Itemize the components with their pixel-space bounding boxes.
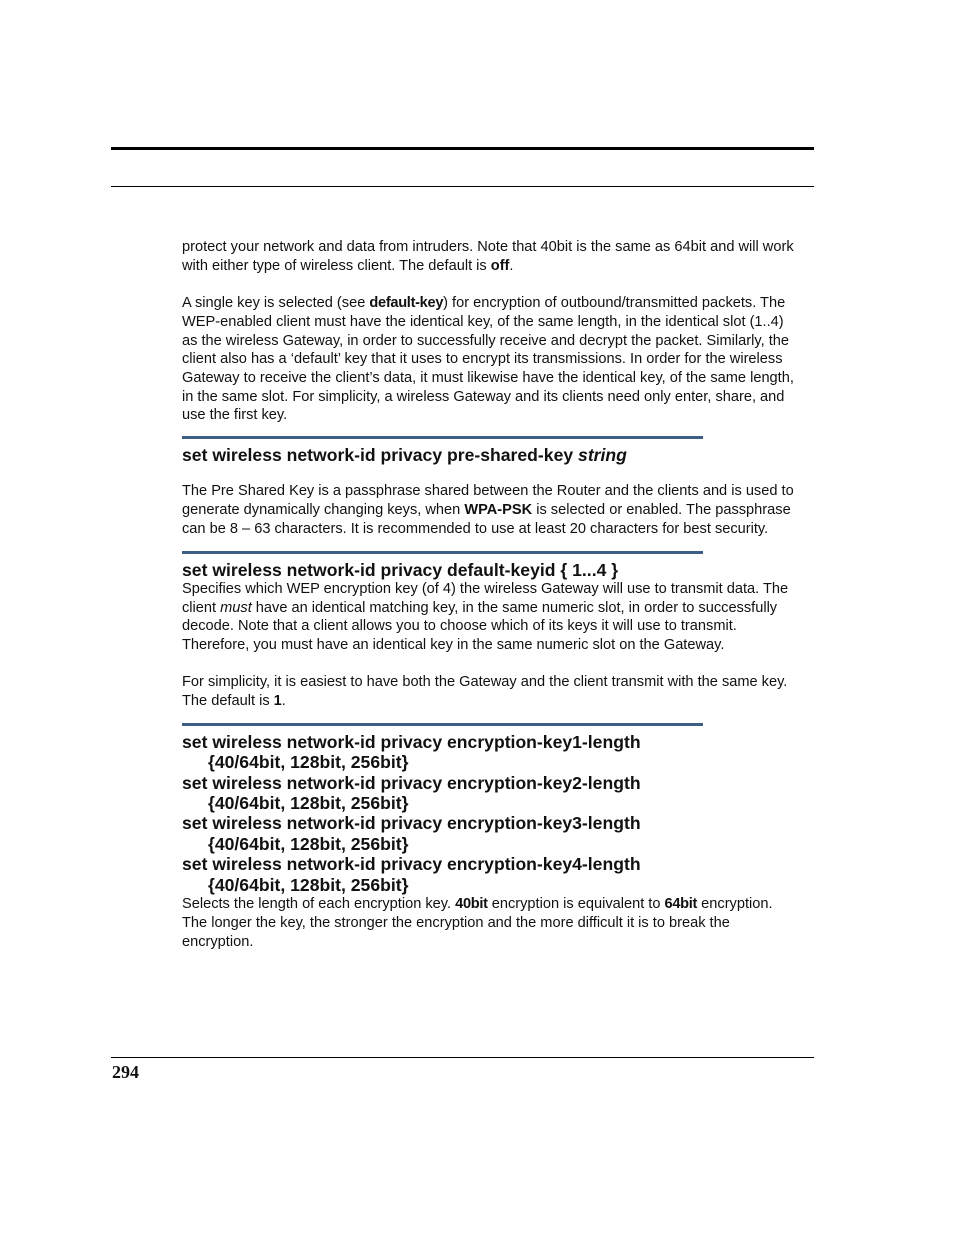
heading-key3-length: set wireless network-id privacy encryption-key3-length {40/64bit, 128bit, 256bit} <box>182 813 641 854</box>
emphasis-must: must <box>220 599 252 616</box>
key-length-paragraph: Selects the length of each encryption key. 40bit encryption is equivalent to 64bit encryption. The longer the key, the stronger the encryption and the more difficult it is to break the encryption. <box>182 896 773 950</box>
heading-default-keyid: set wireless network-id privacy default-keyid { 1...4 } <box>182 559 619 580</box>
psk-paragraph: The Pre Shared Key is a passphrase shared between the Router and the clients and is used to generate dynamically changing keys, when WPA-PSK is selected or enabled. The passphrase can be 8 – 63 characters. It is recommended to use at least 20 characters for best security. <box>182 483 794 537</box>
header-rule-thin <box>111 186 814 187</box>
keyid-paragraph-1: Specifies which WEP encryption key (of 4) the wireless Gateway will use to transmit data. The client must have an identical matching key, in the same numeric slot, in order to successfully decode. Note that a client allows you to choose which of its keys it will use to transmit. Therefore, you must have an identical key in the same numeric slot on the Gateway. <box>182 580 789 654</box>
heading-pre-shared-key: set wireless network-id privacy pre-shared-key string <box>182 445 627 466</box>
section-divider-keyid <box>182 551 703 554</box>
keyword-wpa-psk: WPA-PSK <box>464 502 533 519</box>
intro-paragraph-2: A single key is selected (see default-key) for encryption of outbound/transmitted packets. The WEP-enabled client must have the identical key, of the same length, in the identical slot (1..4) as the wireless Gateway, in order to successfully receive and decrypt the packet. Similarly, the client also has a ‘default’ key that it uses to encrypt its transmissions. In order for the wireless Gateway to receive the client’s data, it must likewise have the identical key, of the same length, in the same slot. For simplicity, a wireless Gateway and its clients need only enter, share, and use the first key. <box>182 295 794 424</box>
keyword-default-key: default-key <box>369 295 444 312</box>
page-number: 294 <box>112 1062 139 1082</box>
section-divider-key-length <box>182 723 703 726</box>
default-value-1: 1 <box>273 693 282 710</box>
default-value-off: off <box>490 257 510 274</box>
heading-argument-string: string <box>578 445 627 466</box>
footer-rule <box>111 1057 814 1058</box>
key-length-headings <box>182 732 798 895</box>
section-divider-psk <box>182 436 703 439</box>
header-rule-thick <box>111 147 814 150</box>
keyid-paragraph-2: For simplicity, it is easiest to have both the Gateway and the client transmit with the same key. The default is 1. <box>182 674 788 710</box>
keyword-64bit: 64bit <box>664 896 698 913</box>
heading-key2-length: set wireless network-id privacy encryption-key2-length {40/64bit, 128bit, 256bit} <box>182 772 641 814</box>
page-content <box>182 238 798 951</box>
keyword-40bit: 40bit <box>455 896 488 913</box>
intro-paragraph-1: protect your network and data from intruders. Note that 40bit is the same as 64bit and will work with either type of wireless client. The default is off. <box>182 239 794 274</box>
heading-key1-length: set wireless network-id privacy encryption-key1-length {40/64bit, 128bit, 256bit} <box>182 731 641 773</box>
heading-key4-length: set wireless network-id privacy encryption-key4-length {40/64bit, 128bit, 256bit} <box>182 854 641 895</box>
